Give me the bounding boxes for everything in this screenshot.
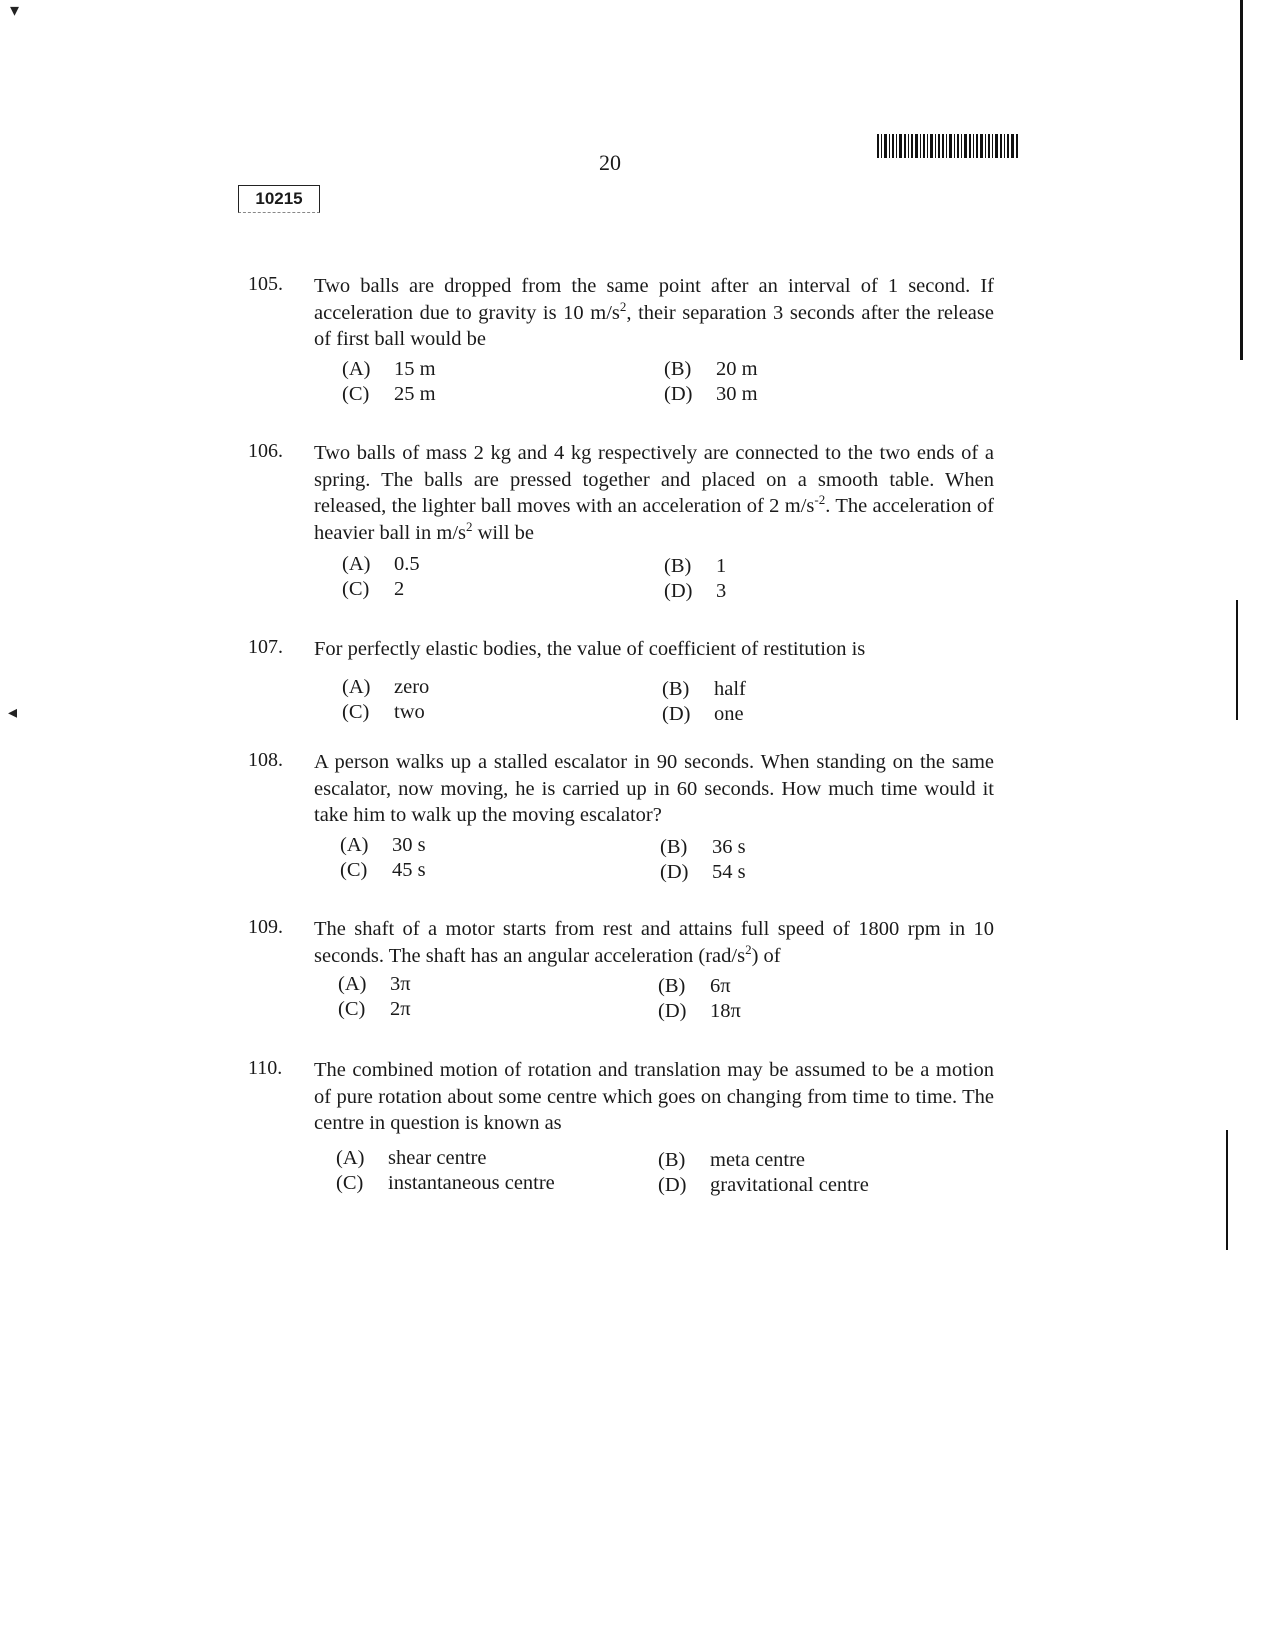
option-text: gravitational centre	[710, 1174, 869, 1196]
scan-edge-line	[1236, 600, 1238, 720]
option-label: (D)	[664, 383, 693, 405]
option-a[interactable]	[342, 358, 436, 381]
option-a[interactable]	[336, 1147, 486, 1170]
option-text: 45 s	[392, 859, 426, 881]
option-d[interactable]	[664, 383, 758, 406]
option-c[interactable]	[342, 701, 425, 724]
option-b[interactable]	[660, 836, 746, 859]
scan-edge-line	[1240, 0, 1243, 360]
question-text: The shaft of a motor starts from rest and attains full speed of 1800 rpm in 10 seconds. The shaft has an angular acceleration $(rad/s^2)$ of	[314, 918, 994, 967]
option-c[interactable]	[342, 383, 436, 406]
option-label: (B)	[658, 1149, 686, 1171]
option-text: 25 m	[394, 383, 436, 405]
barcode-image	[877, 134, 1019, 158]
option-label: (D)	[662, 703, 691, 725]
question-number: 110.	[248, 1057, 283, 1079]
question-text: Two balls of mass 2 kg and 4 kg respectively are connected to the two ends of a spring. The balls are pressed together and placed on a smooth table. When released, the lighter ball moves with an acceleration of 2 $m/s^{-2}$. The acceleration of heavier ball in $m/s^2$ will be	[314, 442, 994, 544]
option-label: (D)	[658, 1000, 687, 1022]
option-b[interactable]	[658, 975, 731, 998]
option-text: 20 m	[716, 358, 758, 380]
option-a[interactable]	[342, 676, 429, 699]
option-d[interactable]	[658, 1174, 869, 1197]
option-label: (A)	[338, 973, 367, 995]
option-text: 15 m	[394, 358, 436, 380]
option-label: (B)	[658, 975, 686, 997]
option-a[interactable]	[338, 973, 411, 996]
scan-edge-line	[1226, 1130, 1228, 1250]
option-label: (C)	[340, 859, 368, 881]
option-c[interactable]	[342, 578, 404, 601]
option-label: (C)	[342, 578, 370, 600]
option-b[interactable]	[662, 678, 746, 701]
option-a[interactable]	[340, 834, 426, 857]
option-d[interactable]	[664, 580, 726, 603]
option-b[interactable]	[664, 358, 758, 381]
option-label: (B)	[662, 678, 690, 700]
question-number: 105.	[248, 273, 283, 295]
option-label: (C)	[342, 701, 370, 723]
option-text: 0.5	[394, 553, 420, 575]
option-b[interactable]	[658, 1149, 805, 1172]
option-text: 36 s	[712, 836, 746, 858]
option-text: 30 m	[716, 383, 758, 405]
option-label: (D)	[660, 861, 689, 883]
option-text: shear centre	[388, 1147, 487, 1169]
option-c[interactable]	[340, 859, 426, 882]
option-label: (B)	[664, 555, 692, 577]
option-label: (D)	[658, 1174, 687, 1196]
option-text: 18π	[710, 1000, 741, 1022]
question-text: A person walks up a stalled escalator in 90 seconds. When standing on the same escalator, now moving, he is carried up in 60 seconds. How much time would it take him to walk up the moving escalator?	[314, 751, 994, 826]
paper-code: 10215	[238, 185, 320, 213]
question-text: Two balls are dropped from the same point after an interval of 1 second. If acceleration due to gravity is 10 $m/s^2$, their separation 3 seconds after the release of first ball would be	[314, 275, 994, 350]
option-text: 1	[716, 555, 727, 577]
option-label: (A)	[342, 553, 371, 575]
question-number: 107.	[248, 636, 283, 658]
option-text: zero	[394, 676, 430, 698]
option-text: 3π	[390, 973, 411, 995]
option-b[interactable]	[664, 555, 726, 578]
option-text: instantaneous centre	[388, 1172, 555, 1194]
option-text: 6π	[710, 975, 731, 997]
option-c[interactable]	[338, 998, 411, 1021]
option-c[interactable]	[336, 1172, 555, 1195]
page-number: 20	[599, 150, 621, 175]
option-label: (A)	[340, 834, 369, 856]
option-text: 2π	[390, 998, 411, 1020]
option-text: 54 s	[712, 861, 746, 883]
question-number: 106.	[248, 440, 283, 462]
option-a[interactable]	[342, 553, 420, 576]
question-text: For perfectly elastic bodies, the value of coefficient of restitution is	[314, 638, 866, 660]
option-text: 2	[394, 578, 405, 600]
option-text: two	[394, 701, 425, 723]
option-label: (C)	[342, 383, 370, 405]
option-label: (C)	[338, 998, 366, 1020]
option-d[interactable]	[660, 861, 746, 884]
option-d[interactable]	[662, 703, 744, 726]
option-label: (B)	[664, 358, 692, 380]
question-text: The combined motion of rotation and translation may be assumed to be a motion of pure rotation about some centre which goes on changing from time to time. The centre in question is known as	[314, 1059, 994, 1134]
option-text: meta centre	[710, 1149, 806, 1171]
option-label: (C)	[336, 1172, 364, 1194]
question-number: 109.	[248, 916, 283, 938]
question-number: 108.	[248, 749, 283, 771]
option-label: (B)	[660, 836, 688, 858]
option-d[interactable]	[658, 1000, 741, 1023]
option-label: (A)	[342, 676, 371, 698]
option-text: 30 s	[392, 834, 426, 856]
option-label: (A)	[342, 358, 371, 380]
option-text: one	[714, 703, 744, 725]
scan-mark: ◂	[8, 702, 18, 722]
scan-mark: ▾	[10, 0, 20, 20]
option-label: (D)	[664, 580, 693, 602]
option-text: half	[714, 678, 746, 700]
option-text: 3	[716, 580, 727, 602]
option-label: (A)	[336, 1147, 365, 1169]
